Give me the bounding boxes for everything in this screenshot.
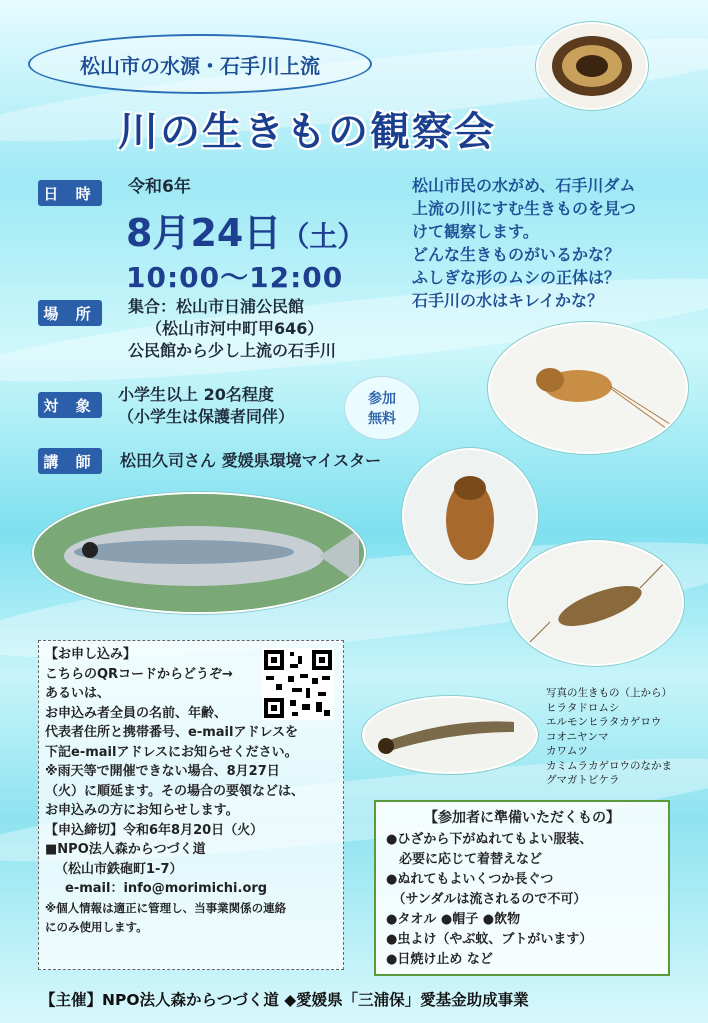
intro-line: どんな生きものがいるかな？ [412, 245, 621, 264]
caption-line: エルモンヒラタカゲロウ [546, 716, 662, 728]
free-line: 無料 [368, 411, 396, 427]
place-label: 場 所 [38, 300, 102, 326]
preparation-line: ●日焼け止め など [386, 952, 493, 967]
application-line: こちらのQRコードからどうぞ→ [45, 666, 233, 682]
preparation-line: ●タオル ●帽子 ●飲物 [386, 912, 521, 927]
application-line: （火）に順延ます。その場合の要領などは、 [45, 783, 304, 799]
application-line: 【申込締切】令和6年8月20日（火） [45, 822, 264, 838]
preparation-box [374, 800, 670, 976]
preparation-title: 【参加者に準備いただくもの】 [424, 810, 620, 826]
mayfly-image [490, 324, 686, 452]
caption-line: コオニヤンマ [546, 730, 609, 743]
place-line: （松山市河中町甲646） [146, 319, 324, 338]
qr-code-image [262, 648, 334, 720]
intro-line: 上流の川にすむ生きものを見つ [412, 199, 637, 218]
dragonfly-nymph-image [404, 450, 536, 582]
intro-text [412, 174, 636, 312]
fish-image [34, 494, 364, 612]
application-line: ※雨天等で開催できない場合、8月27日 [45, 764, 280, 779]
caption-line: カミムラカゲロウのなかま [546, 759, 672, 772]
target-line: 小学生以上 20名程度 [118, 385, 274, 404]
caption-line: グマガトビケラ [546, 774, 620, 786]
caption-line: ヒラタドロムシ [546, 701, 620, 714]
caption-line: 写真の生きもの（上から） [546, 687, 672, 699]
footer-organizer: 【主催】NPO法人森からつづく道 ◆愛媛県「三浦保」愛基金助成事業 [40, 991, 529, 1009]
subtitle-banner [28, 34, 372, 94]
place-info [128, 296, 336, 362]
page-title: 川の生きもの観察会 [118, 109, 496, 155]
application-line: お申込み者全員の名前、年齢、 [45, 705, 228, 721]
water-penny-image [538, 24, 646, 108]
subtitle: 松山市の水源・石手川上流 [80, 53, 320, 78]
caption-line: カワムツ [546, 745, 588, 757]
target-label: 対 象 [38, 392, 102, 418]
date-day: 8月24日 [126, 211, 282, 255]
application-email[interactable]: e-mail：info@morimichi.org [65, 881, 268, 896]
caddisfly-image [364, 698, 536, 772]
free-badge [344, 376, 420, 440]
preparation-line: 必要に応じて着替えなど [386, 852, 543, 867]
application-line: あるいは、 [45, 686, 111, 701]
photo-captions [546, 686, 672, 788]
preparation-line: ●ひざから下がぬれてもよい服装、 [386, 832, 593, 847]
preparation-line: ●ぬれてもよいくつか長ぐつ [386, 872, 554, 887]
photo-fish [32, 492, 366, 614]
photo-stonefly [508, 540, 684, 666]
qr-code-icon[interactable] [262, 648, 334, 720]
intro-line: ふしぎな形のムシの正体は？ [412, 268, 621, 287]
lecturer-text: 松田久司さん 愛媛県環境マイスター [120, 451, 382, 470]
intro-line: けて観察します。 [412, 222, 539, 241]
date-weekday: （土） [281, 220, 366, 253]
application-line: 下記e-mailアドレスにお知らせください。 [45, 744, 298, 760]
application-line: ■NPO法人森からつづく道 [45, 842, 206, 857]
photo-mayfly [488, 322, 688, 454]
application-line: お申込みの方にお知らせします。 [45, 803, 239, 818]
event-time: 10:00〜12:00 [126, 261, 344, 294]
application-line: 【お申し込み】 [45, 647, 137, 662]
free-line: 参加 [368, 391, 396, 407]
application-line: にのみ使用します。 [45, 920, 148, 934]
lecturer-label: 講 師 [38, 448, 102, 474]
application-line: 代表者住所と携帯番号、e-mailアドレスを [45, 725, 299, 740]
intro-line: 石手川の水はキレイかな？ [412, 291, 604, 310]
place-line: 公民館から少し上流の石手川 [128, 341, 337, 360]
target-line: （小学生は保護者同伴） [118, 407, 295, 426]
event-date [126, 202, 365, 257]
photo-dragonfly-nymph [402, 448, 538, 584]
date-label: 日 時 [38, 180, 102, 206]
target-info [118, 384, 294, 428]
photo-water-penny [536, 22, 648, 110]
preparation-line: ●虫よけ（やぶ蚊、ブトがいます） [386, 932, 593, 947]
photo-caddisfly [362, 696, 538, 774]
preparation-line: （サンダルは流されるので不可） [386, 892, 587, 907]
place-line: 集合：松山市日浦公民館 [128, 297, 305, 316]
stonefly-image [510, 542, 682, 664]
intro-line: 松山市民の水がめ、石手川ダム [412, 176, 636, 195]
application-line: （松山市鉄砲町1-7） [55, 861, 183, 877]
date-year: 令和6年 [128, 177, 191, 197]
application-line: ※個人情報は適正に管理し、当事業関係の連絡 [45, 900, 287, 915]
